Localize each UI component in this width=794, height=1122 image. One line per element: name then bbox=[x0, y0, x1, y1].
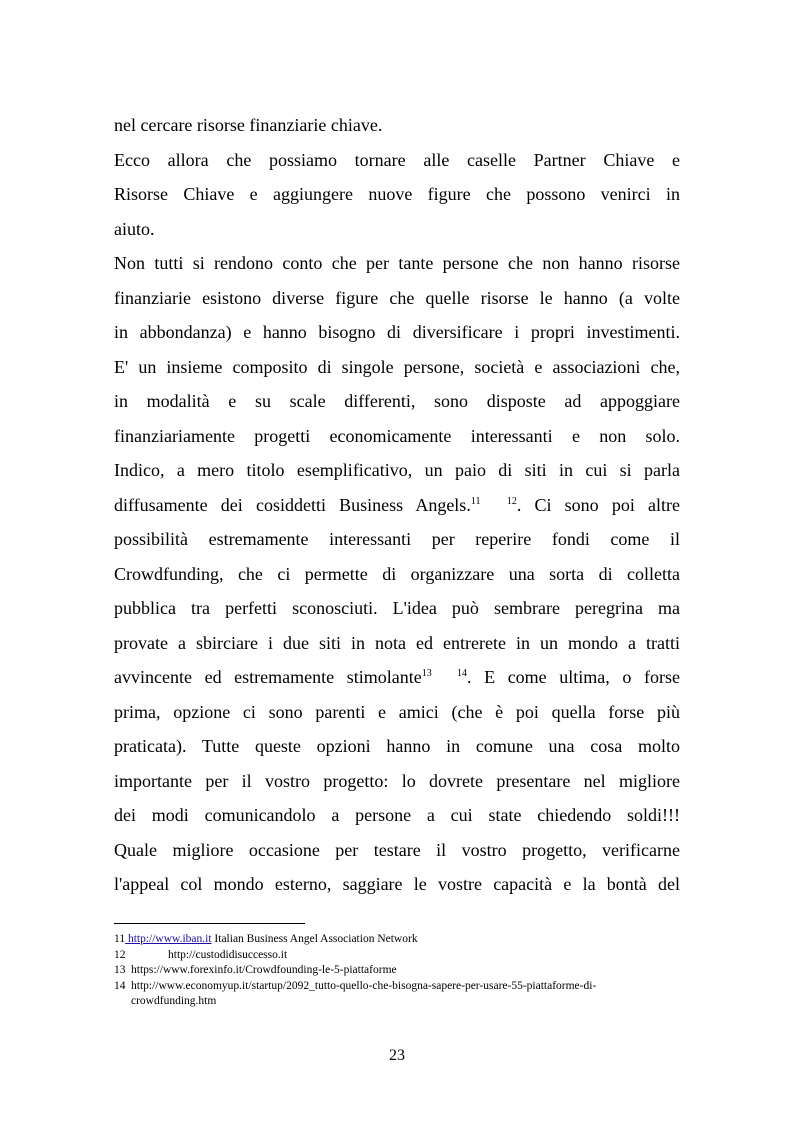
footnote-number: 12 bbox=[114, 948, 126, 961]
text-line-with-footnote-refs bbox=[114, 660, 680, 695]
footnote-text[interactable]: http://www.economyup.it/startup/2092_tutto-quello-che-bisogna-sapere-per-usare-55-piattaforme-di- bbox=[131, 979, 597, 992]
text-line: in modalità e su scale differenti, sono disposte ad appoggiare bbox=[114, 391, 680, 411]
footnote-14 bbox=[114, 979, 680, 995]
text-line: in abbondanza) e hanno bisogno di diversificare i propri investimenti. bbox=[114, 322, 680, 342]
text-line: dei modi comunicandolo a persone a cui state chiedendo soldi!!! bbox=[114, 805, 680, 825]
page-number: 23 bbox=[389, 1047, 405, 1064]
text-line-with-footnote-refs bbox=[114, 488, 680, 523]
footnote-ref-13[interactable]: 13 bbox=[421, 668, 432, 679]
footnote-13 bbox=[114, 963, 680, 979]
footnote-number: 13 bbox=[114, 964, 126, 976]
text-line: aiuto. bbox=[114, 218, 155, 239]
footnote-link[interactable]: http://www.iban.it bbox=[125, 933, 212, 945]
footnote-ref-12[interactable]: 12 bbox=[506, 495, 517, 507]
text-line: l'appeal col mondo esterno, saggiare le vostre capacità e la bontà del bbox=[114, 874, 680, 894]
footnote-text[interactable]: http://custodidisuccesso.it bbox=[168, 948, 288, 961]
text-segment: . Ci sono poi altre bbox=[516, 494, 680, 515]
footnote-11 bbox=[114, 932, 680, 948]
text-segment: diffusamente dei cosiddetti Business Angels. bbox=[114, 494, 471, 515]
footnotes bbox=[114, 932, 680, 1010]
footnote-12 bbox=[114, 948, 680, 964]
text-line: provate a sbirciare i due siti in nota ed entrerete in un mondo a tratti bbox=[114, 632, 680, 653]
text-line: E' un insieme composito di singole persone, società e associazioni che, bbox=[114, 356, 680, 377]
text-line: pubblica tra perfetti sconosciuti. L'idea può sembrare peregrina ma bbox=[114, 598, 680, 618]
text-line: Crowdfunding, che ci permette di organizzare una sorta di colletta bbox=[114, 563, 680, 584]
footnote-ref-11[interactable]: 11 bbox=[470, 495, 481, 507]
text-line: importante per il vostro progetto: lo dovrete presentare nel migliore bbox=[114, 770, 680, 791]
text-line: Risorse Chiave e aggiungere nuove figure che possono venirci in bbox=[114, 184, 680, 204]
footnote-14-continuation[interactable]: crowdfunding.htm bbox=[131, 995, 217, 1007]
text-segment: avvincente ed estremamente stimolante bbox=[114, 667, 422, 687]
text-segment: . E come ultima, o forse bbox=[466, 667, 680, 687]
text-line: Quale migliore occasione per testare il vostro progetto, verificarne bbox=[114, 839, 680, 860]
text-line: Indico, a mero titolo esemplificativo, un paio di siti in cui si parla bbox=[114, 460, 680, 480]
text-line: finanziarie esistono diverse figure che quelle risorse le hanno (a volte bbox=[114, 287, 680, 308]
text-line: finanziariamente progetti economicamente interessanti e non solo. bbox=[114, 425, 680, 446]
text-line: Ecco allora che possiamo tornare alle caselle Partner Chiave e bbox=[114, 149, 680, 170]
text-line: nel cercare risorse finanziarie chiave. bbox=[114, 115, 383, 135]
text-line: prima, opzione ci sono parenti e amici (che è poi quella forse più bbox=[114, 701, 680, 722]
footnote-text[interactable]: https://www.forexinfo.it/Crowdfounding-le-5-piattaforme bbox=[131, 964, 397, 976]
footnote-ref-14[interactable]: 14 bbox=[456, 668, 467, 679]
footnote-text: Italian Business Angel Association Network bbox=[211, 933, 418, 945]
footnote-divider bbox=[114, 923, 305, 924]
body-text bbox=[114, 108, 680, 902]
text-line: praticata). Tutte queste opzioni hanno in comune una cosa molto bbox=[114, 736, 680, 756]
footnote-number: 14 bbox=[114, 979, 126, 992]
text-line: possibilità estremamente interessanti per reperire fondi come il bbox=[114, 529, 680, 549]
text-line: Non tutti si rendono conto che per tante persone che non hanno risorse bbox=[114, 253, 680, 273]
footnote-number: 11 bbox=[114, 933, 126, 945]
